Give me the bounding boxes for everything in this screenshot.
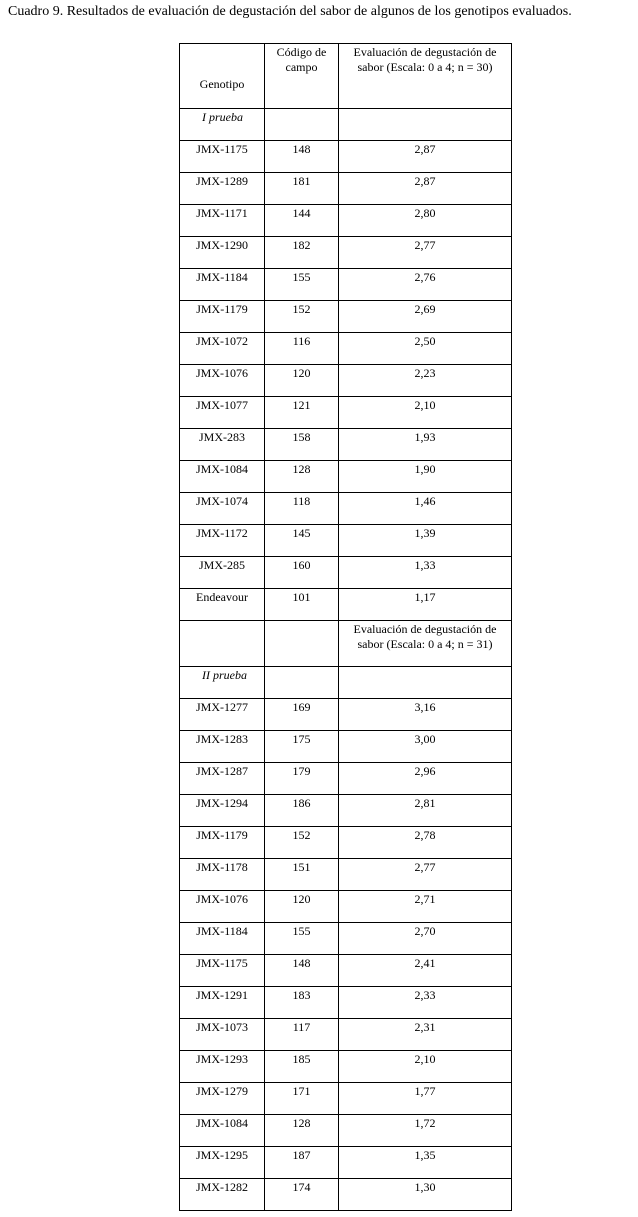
table-row xyxy=(180,589,512,621)
section-label: II prueba xyxy=(180,667,265,699)
cell-codigo: 101 xyxy=(265,589,339,621)
cell-codigo: 144 xyxy=(265,205,339,237)
table-row xyxy=(180,891,512,923)
cell-evaluacion: 1,77 xyxy=(339,1083,512,1115)
cell-evaluacion: 1,33 xyxy=(339,557,512,589)
cell-genotipo: JMX-1184 xyxy=(180,923,265,955)
cell-genotipo: JMX-1072 xyxy=(180,333,265,365)
table-row xyxy=(180,493,512,525)
empty-cell xyxy=(339,667,512,699)
header-eval1-line2: sabor (Escala: 0 a 4; n = 30) xyxy=(357,60,493,74)
cell-codigo: 183 xyxy=(265,987,339,1019)
cell-evaluacion: 2,87 xyxy=(339,173,512,205)
cell-codigo: 186 xyxy=(265,795,339,827)
results-table xyxy=(179,43,512,1211)
table-row xyxy=(180,237,512,269)
cell-evaluacion: 2,71 xyxy=(339,891,512,923)
cell-genotipo: JMX-1076 xyxy=(180,365,265,397)
cell-codigo: 151 xyxy=(265,859,339,891)
table-row xyxy=(180,827,512,859)
header-codigo-line1: Código de xyxy=(276,45,327,59)
cell-genotipo: Endeavour xyxy=(180,589,265,621)
cell-evaluacion: 1,30 xyxy=(339,1179,512,1211)
header-eval1-line1: Evaluación de degustación de xyxy=(353,45,497,59)
cell-genotipo: JMX-1172 xyxy=(180,525,265,557)
table-row xyxy=(180,795,512,827)
cell-codigo: 152 xyxy=(265,827,339,859)
cell-codigo: 181 xyxy=(265,173,339,205)
cell-evaluacion: 1,17 xyxy=(339,589,512,621)
table-row xyxy=(180,699,512,731)
cell-codigo: 128 xyxy=(265,1115,339,1147)
cell-genotipo: JMX-1175 xyxy=(180,955,265,987)
table-row xyxy=(180,173,512,205)
table-row xyxy=(180,1179,512,1211)
cell-evaluacion: 2,41 xyxy=(339,955,512,987)
cell-codigo: 116 xyxy=(265,333,339,365)
cell-codigo: 171 xyxy=(265,1083,339,1115)
cell-genotipo: JMX-1282 xyxy=(180,1179,265,1211)
cell-genotipo: JMX-1279 xyxy=(180,1083,265,1115)
cell-evaluacion: 2,10 xyxy=(339,397,512,429)
table-row xyxy=(180,955,512,987)
empty-cell xyxy=(339,109,512,141)
table-row xyxy=(180,525,512,557)
header-evaluacion-1 xyxy=(339,44,512,109)
cell-evaluacion: 2,76 xyxy=(339,269,512,301)
empty-cell xyxy=(265,621,339,667)
cell-genotipo: JMX-1295 xyxy=(180,1147,265,1179)
cell-codigo: 145 xyxy=(265,525,339,557)
table-row xyxy=(180,397,512,429)
cell-evaluacion: 1,46 xyxy=(339,493,512,525)
cell-codigo: 152 xyxy=(265,301,339,333)
cell-evaluacion: 1,90 xyxy=(339,461,512,493)
cell-codigo: 155 xyxy=(265,269,339,301)
table-row xyxy=(180,859,512,891)
cell-genotipo: JMX-1179 xyxy=(180,827,265,859)
results-table-body xyxy=(180,44,512,1211)
cell-evaluacion: 2,96 xyxy=(339,763,512,795)
cell-evaluacion: 1,35 xyxy=(339,1147,512,1179)
table-row xyxy=(180,1051,512,1083)
cell-genotipo: JMX-1290 xyxy=(180,237,265,269)
cell-codigo: 160 xyxy=(265,557,339,589)
table-row xyxy=(180,731,512,763)
cell-genotipo: JMX-1076 xyxy=(180,891,265,923)
cell-evaluacion: 3,16 xyxy=(339,699,512,731)
cell-genotipo: JMX-1171 xyxy=(180,205,265,237)
cell-codigo: 175 xyxy=(265,731,339,763)
table-row xyxy=(180,557,512,589)
cell-genotipo: JMX-1294 xyxy=(180,795,265,827)
empty-cell xyxy=(180,621,265,667)
section-label-row xyxy=(180,667,512,699)
table-row xyxy=(180,141,512,173)
cell-genotipo: JMX-1178 xyxy=(180,859,265,891)
cell-codigo: 182 xyxy=(265,237,339,269)
cell-evaluacion: 2,31 xyxy=(339,1019,512,1051)
table-caption: Cuadro 9. Resultados de evaluación de degustación del sabor de algunos de los genotipos evaluados. xyxy=(8,4,572,19)
cell-genotipo: JMX-1291 xyxy=(180,987,265,1019)
table-row xyxy=(180,923,512,955)
table-row xyxy=(180,1147,512,1179)
cell-genotipo: JMX-1179 xyxy=(180,301,265,333)
cell-evaluacion: 2,77 xyxy=(339,237,512,269)
cell-genotipo: JMX-1077 xyxy=(180,397,265,429)
table-row xyxy=(180,365,512,397)
table-row xyxy=(180,1115,512,1147)
cell-evaluacion: 2,81 xyxy=(339,795,512,827)
empty-cell xyxy=(265,109,339,141)
cell-evaluacion: 2,87 xyxy=(339,141,512,173)
cell-codigo: 148 xyxy=(265,955,339,987)
table-row xyxy=(180,301,512,333)
cell-genotipo: JMX-1283 xyxy=(180,731,265,763)
cell-genotipo: JMX-1287 xyxy=(180,763,265,795)
table-row xyxy=(180,1083,512,1115)
cell-genotipo: JMX-1293 xyxy=(180,1051,265,1083)
cell-codigo: 148 xyxy=(265,141,339,173)
table-row xyxy=(180,205,512,237)
cell-codigo: 117 xyxy=(265,1019,339,1051)
cell-codigo: 128 xyxy=(265,461,339,493)
table-row xyxy=(180,333,512,365)
header-eval2-line2: sabor (Escala: 0 a 4; n = 31) xyxy=(357,637,493,651)
cell-evaluacion: 2,33 xyxy=(339,987,512,1019)
table-row xyxy=(180,269,512,301)
header-genotipo: Genotipo xyxy=(180,44,265,109)
cell-evaluacion: 2,77 xyxy=(339,859,512,891)
cell-genotipo: JMX-283 xyxy=(180,429,265,461)
cell-codigo: 120 xyxy=(265,365,339,397)
cell-genotipo: JMX-1073 xyxy=(180,1019,265,1051)
table-row xyxy=(180,763,512,795)
header-codigo-campo xyxy=(265,44,339,109)
table-row xyxy=(180,461,512,493)
table-row xyxy=(180,987,512,1019)
cell-evaluacion: 2,78 xyxy=(339,827,512,859)
header-eval2-line1: Evaluación de degustación de xyxy=(353,622,497,636)
section-label-row xyxy=(180,109,512,141)
cell-codigo: 120 xyxy=(265,891,339,923)
cell-codigo: 174 xyxy=(265,1179,339,1211)
cell-genotipo: JMX-1289 xyxy=(180,173,265,205)
cell-genotipo: JMX-1277 xyxy=(180,699,265,731)
cell-evaluacion: 2,10 xyxy=(339,1051,512,1083)
cell-genotipo: JMX-1084 xyxy=(180,1115,265,1147)
header-row xyxy=(180,44,512,109)
section-header-row xyxy=(180,621,512,667)
cell-genotipo: JMX-1074 xyxy=(180,493,265,525)
table-row xyxy=(180,1019,512,1051)
cell-evaluacion: 1,93 xyxy=(339,429,512,461)
cell-genotipo: JMX-1084 xyxy=(180,461,265,493)
cell-evaluacion: 2,50 xyxy=(339,333,512,365)
cell-codigo: 155 xyxy=(265,923,339,955)
header-codigo-line2: campo xyxy=(285,60,318,74)
cell-evaluacion: 1,39 xyxy=(339,525,512,557)
cell-evaluacion: 2,23 xyxy=(339,365,512,397)
cell-evaluacion: 1,72 xyxy=(339,1115,512,1147)
section-label: I prueba xyxy=(180,109,265,141)
cell-evaluacion: 2,70 xyxy=(339,923,512,955)
cell-codigo: 121 xyxy=(265,397,339,429)
cell-genotipo: JMX-285 xyxy=(180,557,265,589)
cell-genotipo: JMX-1175 xyxy=(180,141,265,173)
cell-codigo: 187 xyxy=(265,1147,339,1179)
cell-codigo: 179 xyxy=(265,763,339,795)
cell-codigo: 169 xyxy=(265,699,339,731)
cell-codigo: 185 xyxy=(265,1051,339,1083)
empty-cell xyxy=(265,667,339,699)
cell-evaluacion: 2,80 xyxy=(339,205,512,237)
table-row xyxy=(180,429,512,461)
cell-evaluacion: 2,69 xyxy=(339,301,512,333)
cell-genotipo: JMX-1184 xyxy=(180,269,265,301)
cell-codigo: 158 xyxy=(265,429,339,461)
cell-codigo: 118 xyxy=(265,493,339,525)
header-evaluacion-2 xyxy=(339,621,512,667)
cell-evaluacion: 3,00 xyxy=(339,731,512,763)
